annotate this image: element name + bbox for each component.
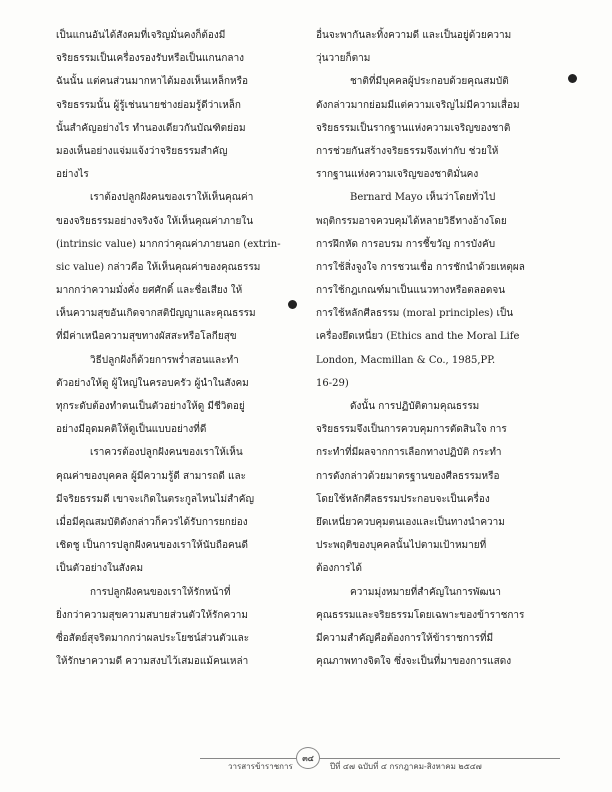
text-line: โดยใช้หลักศีลธรรมประกอบจะเป็นเครื่อง — [316, 493, 490, 505]
text-line: ยิ่งกว่าความสุขความสบายส่วนตัวให้รักความ — [56, 609, 248, 621]
text-line: London, Macmillan & Co., 1985,PP. — [316, 354, 496, 366]
margin-blot-top — [568, 74, 577, 83]
text-line: ประพฤติของบุคคลนั้นไปตามเป้าหมายที่ — [316, 540, 487, 552]
text-line: เราควรต้องปลูกฝังคนของเราให้เห็น — [90, 447, 243, 459]
text-line: เป็นตัวอย่างในสังคม — [56, 563, 144, 575]
text-line: อย่างไร — [56, 169, 89, 181]
text-line: อย่างมีอุดมคติให้ดูเป็นแบบอย่างที่ดี — [56, 424, 207, 436]
text-line: Bernard Mayo เห็นว่าโดยทั่วไป — [350, 192, 496, 204]
right-column — [316, 24, 562, 673]
text-line: (intrinsic value) มากกว่าคุณค่าภายนอก (extrin- — [56, 238, 281, 250]
footer-rule — [200, 758, 560, 759]
text-line: ที่มีค่าเหนือความสุขทางผัสสะหรือโลกียสุข — [56, 331, 237, 343]
text-line: มีจริยธรรมดี เขาจะเกิดในตระกูลไหนไม่สำคัญ — [56, 493, 255, 505]
text-line: เมื่อมีคุณสมบัติดังกล่าวก็ควรได้รับการยกย่อง — [56, 516, 248, 528]
text-line: คุณค่าของบุคคล ผู้มีความรู้ดี สามารถดี และ — [56, 470, 247, 482]
text-line: มีความสำคัญคือต้องการให้ข้าราชการที่มี — [316, 632, 494, 644]
text-line: เป็นแกนอันได้สังคมที่เจริญมั่นคงก็ต้องมี — [56, 30, 226, 41]
text-line: อื่นจะพากันละทิ้งความดี และเป็นอยู่ด้วยความ — [316, 30, 512, 41]
text-line: จริยธรรมจึงเป็นการควบคุมการตัดสินใจ การ — [316, 424, 507, 436]
text-line: การใช้สิ่งจูงใจ การชวนเชื่อ การชักนำด้วยเหตุผล — [316, 261, 525, 273]
text-line: ฉันนั้น แต่คนส่วนมากหาได้มองเห็นเหล็กหรือ — [56, 76, 248, 88]
text-line: รากฐานแห่งความเจริญของชาติมั่นคง — [316, 169, 479, 181]
text-line: ชาติที่มีบุคคลผู้ประกอบด้วยคุณสมบัติ — [350, 76, 509, 88]
text-line: ซื่อสัตย์สุจริตมากกว่าผลประโยชน์ส่วนตัวและ — [56, 632, 250, 644]
text-line: คุณธรรมและจริยธรรมโดยเฉพาะของข้าราชการ — [316, 609, 525, 621]
text-line: 16-29) — [316, 377, 349, 389]
text-line: เราต้องปลูกฝังคนของเราให้เห็นคุณค่า — [90, 192, 254, 204]
text-line: กระทำที่มีผลจากการเลือกทางปฏิบัติ กระทำ — [316, 447, 502, 459]
text-line: วุ่นวายก็ตาม — [316, 53, 371, 65]
text-line: ให้รักษาความดี ความสงบไว้เสมอแม้คนเหล่า — [56, 656, 249, 668]
text-line: เห็นความสุขอันเกิดจากสติปัญญาและคุณธรรม — [56, 308, 256, 320]
text-line: พฤติกรรมอาจควบคุมได้หลายวิธีทางอ้างโดย — [316, 215, 507, 227]
text-line: ต้องการได้ — [316, 563, 362, 575]
text-line: ทุกระดับต้องทำตนเป็นตัวอย่างให้ดู มีชีวิตอยู่ — [56, 401, 245, 412]
text-line: คุณภาพทางจิตใจ ซึ่งจะเป็นที่มาของการแสดง — [316, 656, 512, 668]
text-line: การดังกล่าวด้วยมาตรฐานของศีลธรรมหรือ — [316, 470, 500, 482]
page-number: ๓๔ — [296, 747, 320, 769]
page-footer — [200, 744, 560, 774]
text-line: จริยธรรมนั้น ผู้รู้เช่นนายช่างย่อมรู้ดีว่าเหล็ก — [56, 99, 241, 111]
text-line: จริยธรรมเป็นเครื่องรองรับหรือเป็นแกนกลาง — [56, 53, 245, 65]
text-line: ของจริยธรรมอย่างจริงจัง ให้เห็นคุณค่าภายใน — [56, 215, 254, 227]
text-line: การฝึกหัด การอบรม การชี้ขวัญ การบังคับ — [316, 238, 496, 250]
text-line: วิธีปลูกฝังก็ด้วยการพร่ำสอนและทำ — [90, 354, 239, 366]
text-line: จริยธรรมเป็นรากฐานแห่งความเจริญของชาติ — [316, 122, 511, 134]
text-line: นั้นสำคัญอย่างไร ทำนองเดียวกันบัณฑิตย่อม — [56, 122, 246, 134]
text-line: มากกว่าความมั่งคั่ง ยศศักดิ์ และชื่อเสียง ให้ — [56, 285, 243, 297]
text-line: ความมุ่งหมายที่สำคัญในการพัฒนา — [350, 586, 502, 598]
text-line: เชิดชู เป็นการปลูกฝังคนของเราให้นับถือคนดี — [56, 540, 248, 552]
text-line: มองเห็นอย่างแจ่มแจ้งว่าจริยธรรมสำคัญ — [56, 145, 228, 157]
issue-info: ปีที่ ๔๗ ฉบับที่ ๔ กรกฎาคม-สิงหาคม ๒๕๔๗ — [330, 762, 482, 771]
left-column — [56, 24, 302, 673]
text-line: ดังนั้น การปฏิบัติตามคุณธรรม — [350, 401, 480, 412]
text-line: sic value) กล่าวคือ ให้เห็นคุณค่าของคุณธรรม — [56, 261, 261, 273]
text-line: การใช้กฎเกณฑ์มาเป็นแนวทางหรือตลอดจน — [316, 285, 506, 297]
text-line: การใช้หลักศีลธรรม (moral principles) เป็น — [316, 308, 514, 320]
text-line: ตัวอย่างให้ดู ผู้ใหญ่ในครอบครัว ผู้นำในสังคม — [56, 377, 249, 389]
text-line: เครื่องยึดเหนี่ยว (Ethics and the Moral Life — [316, 331, 520, 343]
margin-blot-middle — [288, 300, 297, 309]
text-line: การปลูกฝังคนของเราให้รักหน้าที่ — [90, 586, 231, 598]
journal-name: วารสารข้าราชการ — [228, 762, 293, 771]
text-line: ดังกล่าวมากย่อมมีแต่ความเจริญไม่มีความเสื่อม — [316, 99, 520, 111]
text-line: การช่วยกันสร้างจริยธรรมจึงเท่ากับ ช่วยให้ — [316, 145, 499, 157]
text-line: ยึดเหนี่ยวควบคุมตนเองและเป็นทางนำความ — [316, 516, 505, 528]
